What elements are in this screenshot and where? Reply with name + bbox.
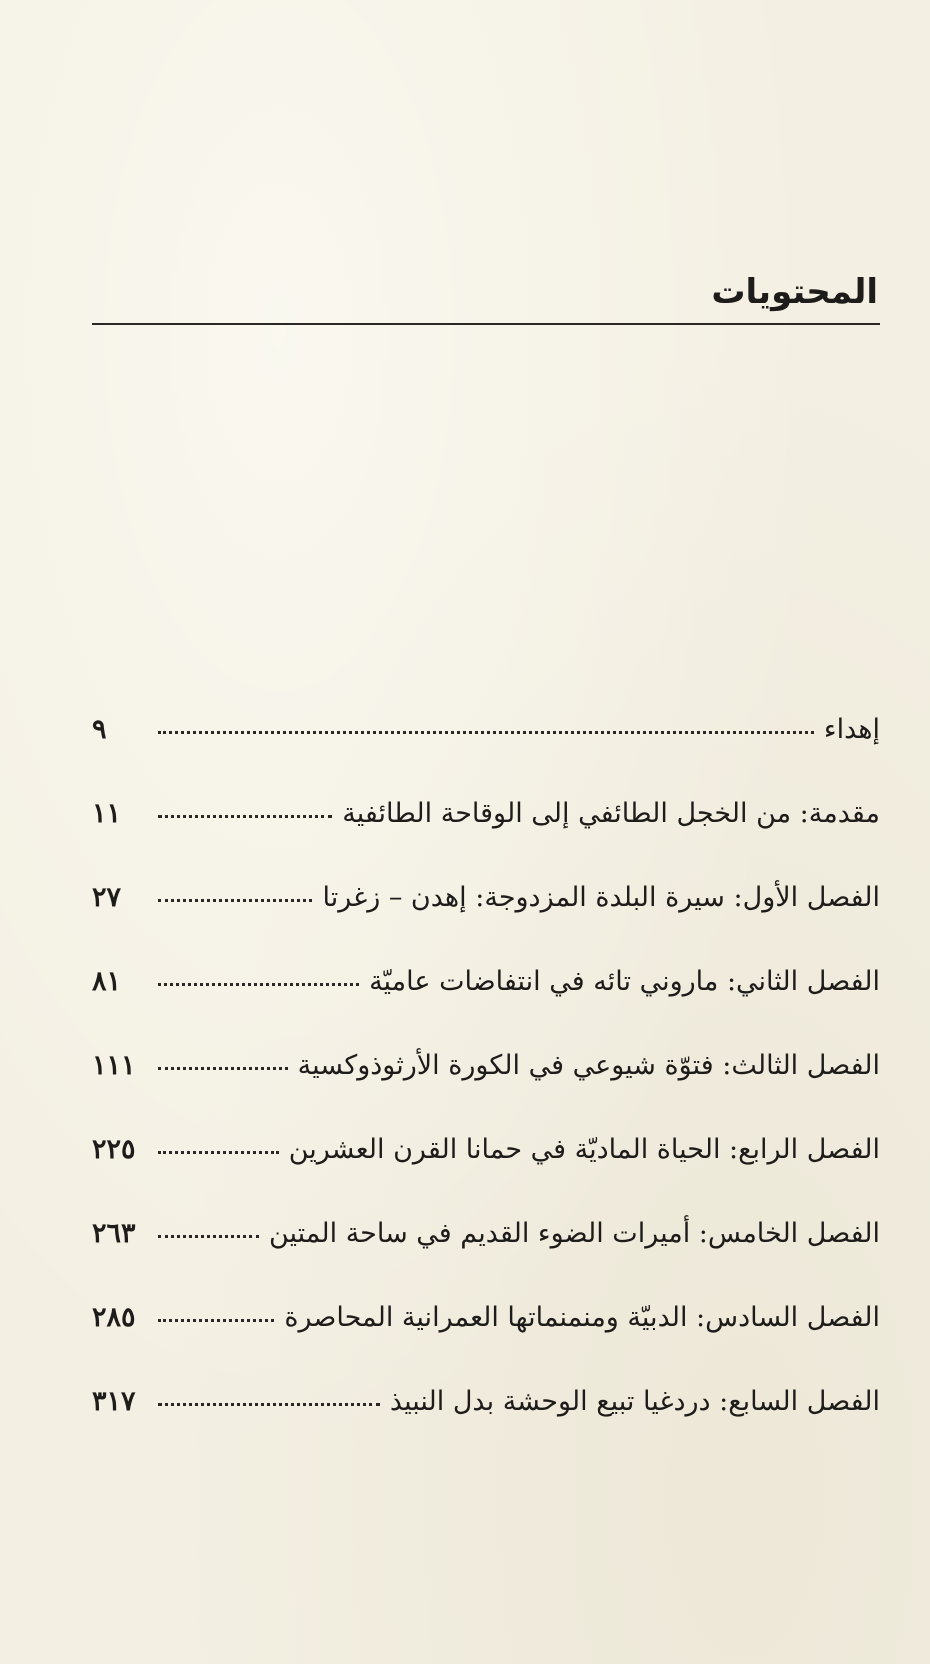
toc-entry-chapter-4 xyxy=(92,1132,880,1216)
dot-leader xyxy=(158,1151,279,1154)
entry-page-number: ١١ xyxy=(92,798,122,829)
toc-entry-chapter-2 xyxy=(92,964,880,1048)
page-title: المحتويات xyxy=(711,272,878,312)
entry-page-number: ٩ xyxy=(92,714,107,745)
dot-leader xyxy=(158,899,312,902)
entry-title: الفصل الخامس: أميرات الضوء القديم في ساحة المتين xyxy=(268,1218,880,1249)
entry-page-number: ٣١٧ xyxy=(92,1386,136,1417)
dot-leader xyxy=(158,1067,288,1070)
toc-entry-chapter-3 xyxy=(92,1048,880,1132)
toc-entry-introduction xyxy=(92,796,880,880)
toc-entry-chapter-1 xyxy=(92,880,880,964)
entry-page-number: ٨١ xyxy=(92,966,122,997)
toc-entry-chapter-5 xyxy=(92,1216,880,1300)
entry-page-number: ٢٢٥ xyxy=(92,1134,136,1165)
dot-leader xyxy=(158,731,814,734)
heading-underline xyxy=(92,323,880,325)
entry-page-number: ٢٧ xyxy=(92,882,122,913)
toc-entry-dedication xyxy=(92,712,880,796)
dot-leader xyxy=(158,1319,274,1322)
entry-page-number: ١١١ xyxy=(92,1050,136,1081)
toc-entry-chapter-6 xyxy=(92,1300,880,1384)
dot-leader xyxy=(158,815,332,818)
entry-title: الفصل الرابع: الحياة الماديّة في حمانا القرن العشرين xyxy=(288,1134,880,1165)
entry-page-number: ٢٦٣ xyxy=(92,1218,136,1249)
table-of-contents xyxy=(92,712,880,1468)
dot-leader xyxy=(158,1235,259,1238)
dot-leader xyxy=(158,1403,380,1406)
entry-title: مقدمة: من الخجل الطائفي إلى الوقاحة الطائفية xyxy=(342,798,880,829)
entry-title: الفصل الأول: سيرة البلدة المزدوجة: إهدن – زغرتا xyxy=(322,882,880,913)
entry-title: الفصل الثالث: فتوّة شيوعي في الكورة الأرثوذوكسية xyxy=(297,1050,880,1081)
entry-title: الفصل الثاني: ماروني تائه في انتفاضات عاميّة xyxy=(369,966,880,997)
toc-entry-chapter-7 xyxy=(92,1384,880,1468)
entry-page-number: ٢٨٥ xyxy=(92,1302,136,1333)
dot-leader xyxy=(158,983,359,986)
entry-title: الفصل السادس: الدبيّة ومنمنماتها العمرانية المحاصرة xyxy=(284,1302,880,1333)
entry-title: الفصل السابع: دردغيا تبيع الوحشة بدل النبيذ xyxy=(389,1386,880,1417)
entry-title: إهداء xyxy=(823,714,880,745)
